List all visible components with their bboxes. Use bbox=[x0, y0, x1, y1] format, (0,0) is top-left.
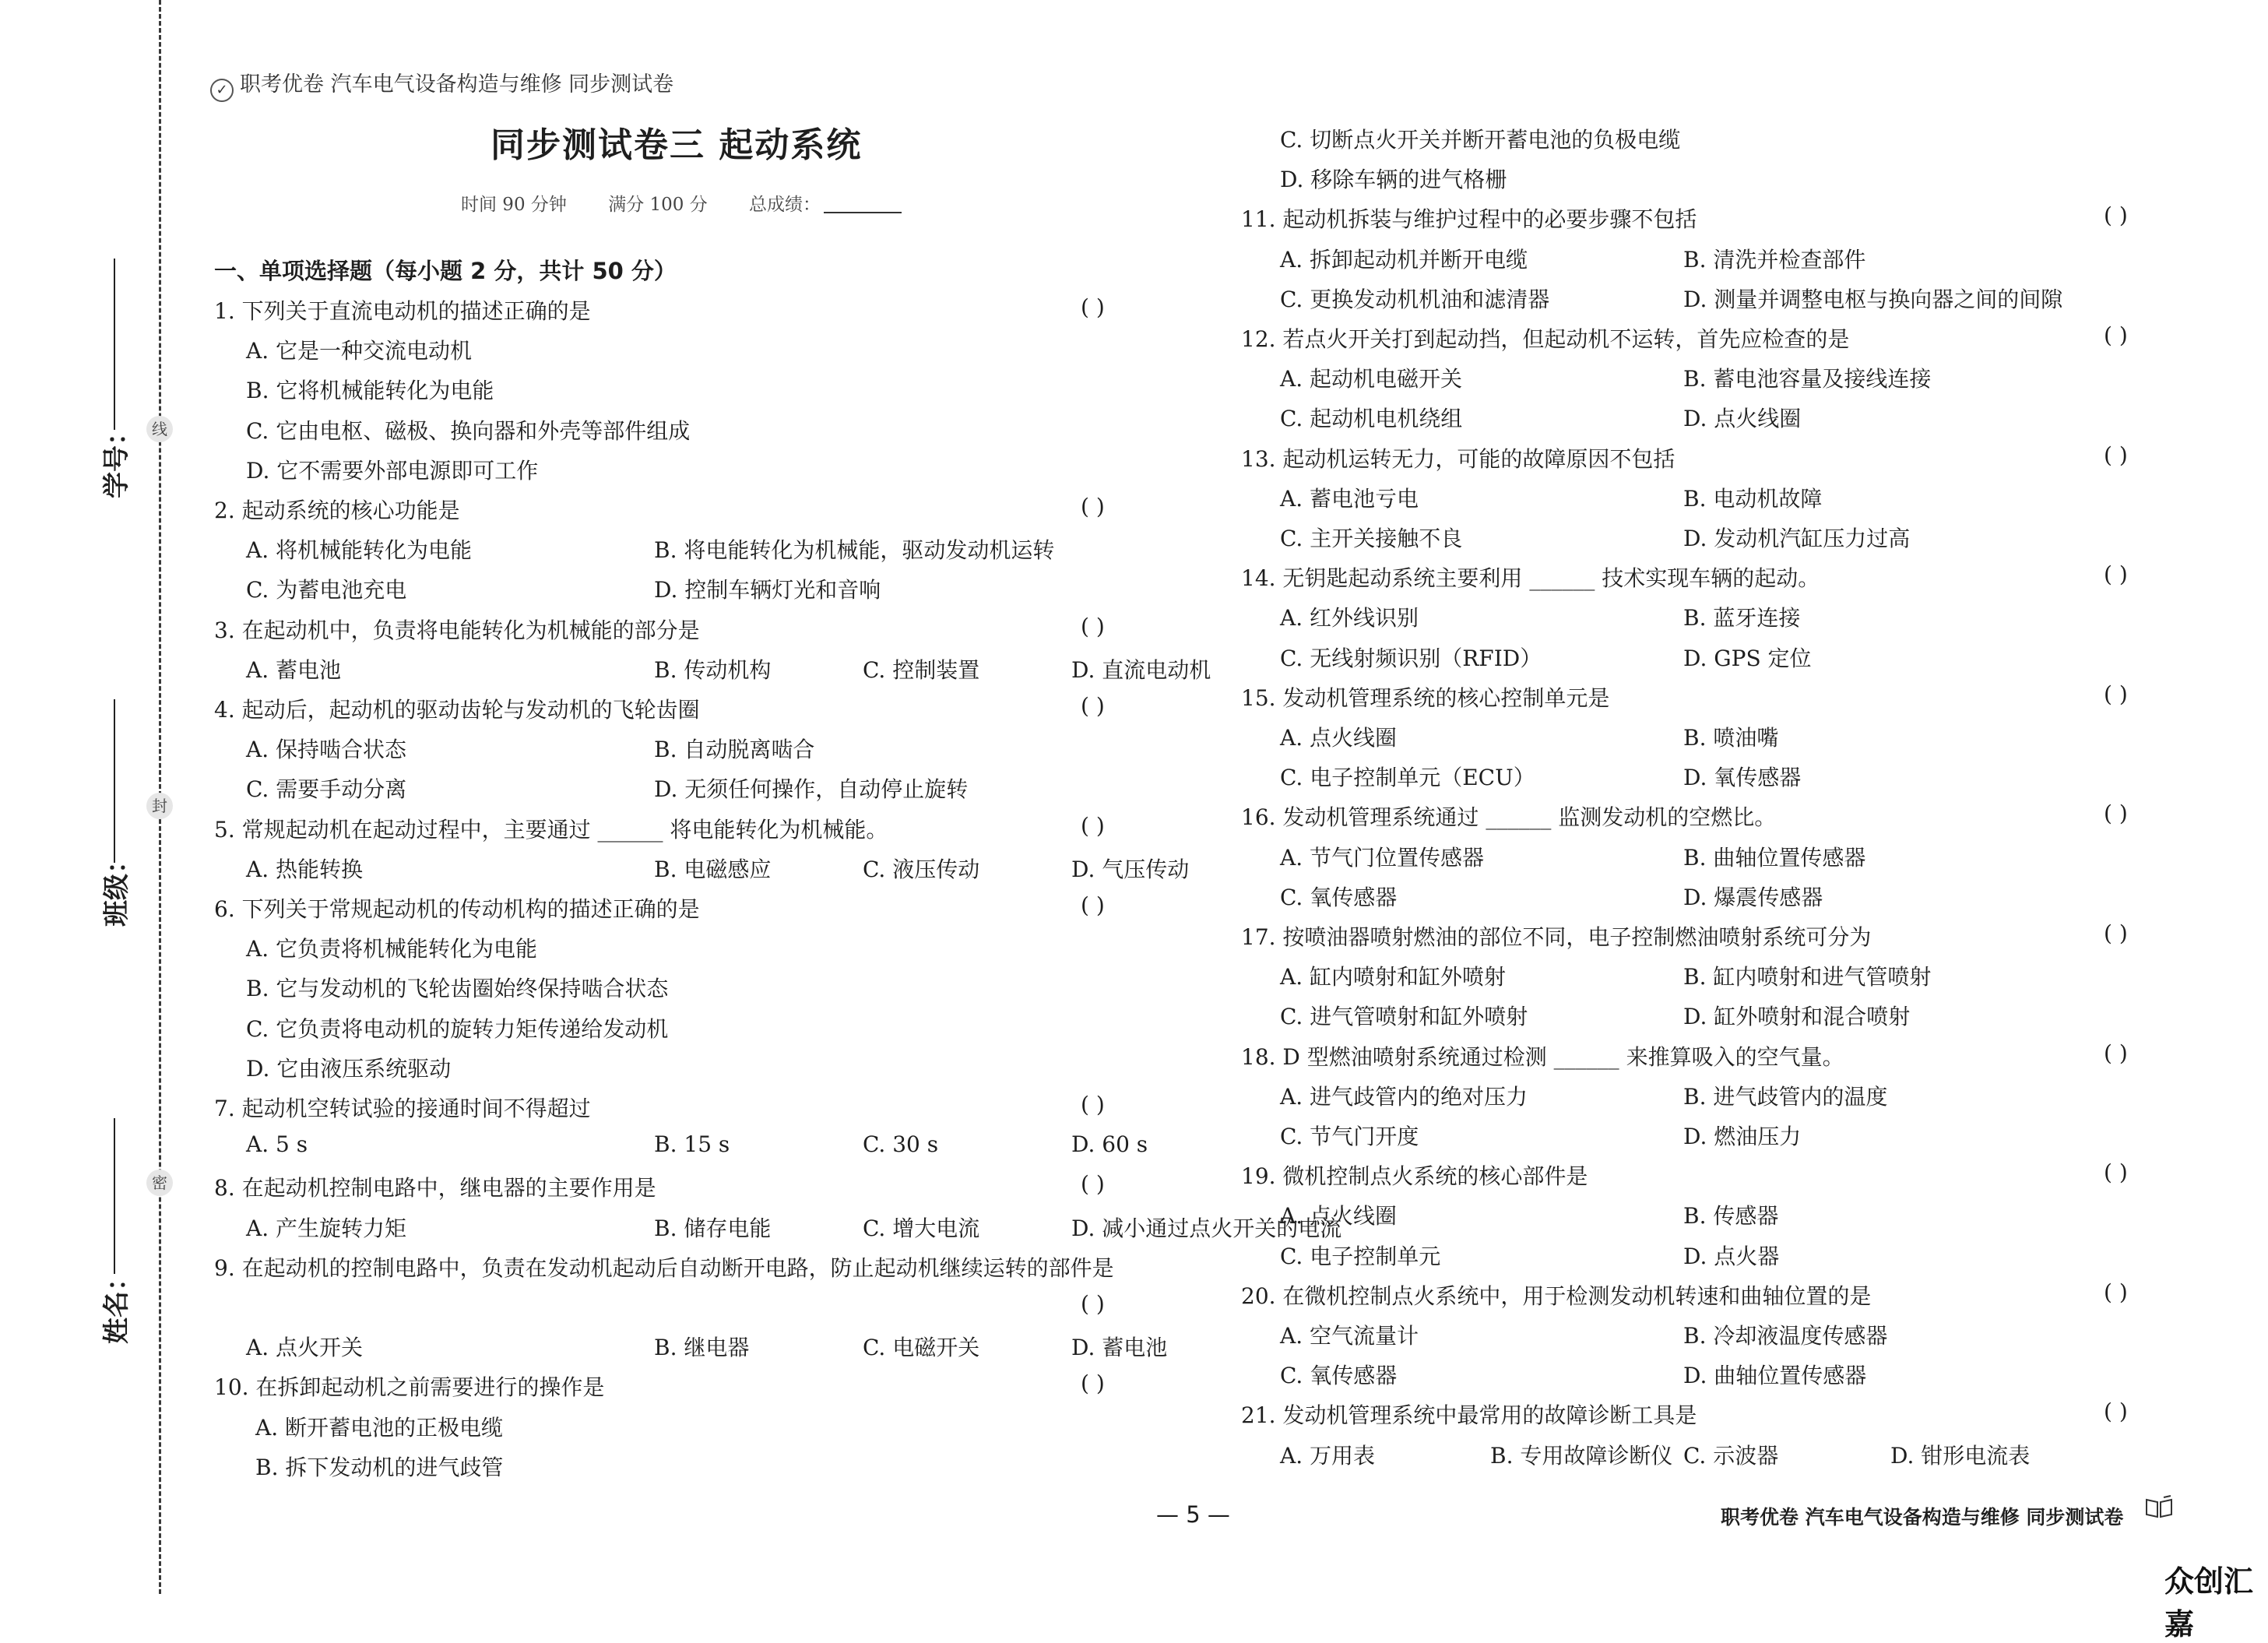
answer-paren: ( ) bbox=[2104, 561, 2128, 588]
option: A. 点火线圈 bbox=[1280, 725, 1398, 751]
option: A. 点火开关 bbox=[246, 1335, 364, 1361]
series-header bbox=[210, 67, 673, 102]
question-stem: 13. 起动机运转无力，可能的故障原因不包括 bbox=[1241, 445, 1676, 472]
class-label: 班级： bbox=[101, 847, 132, 927]
question-stem: 4. 起动后，起动机的驱动齿轮与发动机的飞轮齿圈 bbox=[214, 697, 700, 723]
answer-paren: ( ) bbox=[1081, 494, 1105, 519]
option: C. 液压传动 bbox=[863, 856, 980, 882]
option: C. 增大电流 bbox=[863, 1215, 980, 1241]
student-id-label: 学号： bbox=[101, 419, 132, 498]
option: A. 缸内喷射和缸外喷射 bbox=[1280, 964, 1507, 990]
option: D. 气压传动 bbox=[1071, 856, 1190, 882]
option: A. 断开蓄电池的正极电缆 bbox=[255, 1414, 504, 1441]
option: D. 无须任何操作，自动停止旋转 bbox=[654, 776, 969, 803]
option: B. 缸内喷射和进气管喷射 bbox=[1683, 964, 1932, 990]
page-title: 同步测试卷三 起动系统 bbox=[491, 125, 863, 165]
answer-paren: ( ) bbox=[2104, 681, 2128, 707]
question-stem: 1. 下列关于直流电动机的描述正确的是 bbox=[214, 298, 591, 324]
question-stem: 20. 在微机控制点火系统中，用于检测发动机转速和曲轴位置的是 bbox=[1241, 1282, 1872, 1309]
option: D. 减小通过点火开关的电流 bbox=[1071, 1215, 1342, 1241]
class-line bbox=[114, 699, 115, 863]
option: C. 氧传感器 bbox=[1280, 884, 1398, 910]
option: D. 控制车辆灯光和音响 bbox=[654, 577, 881, 603]
option: A. 它是一种交流电动机 bbox=[246, 338, 473, 364]
watermark: 众创汇嘉 bbox=[2164, 1564, 2254, 1641]
exam-time: 时间 90 分钟 bbox=[461, 195, 567, 215]
answer-paren: ( ) bbox=[2104, 202, 2128, 229]
option: C. 30 s bbox=[863, 1131, 939, 1158]
option: A. 蓄电池 bbox=[246, 656, 342, 683]
option: D. 点火器 bbox=[1683, 1243, 1780, 1269]
option: A. 起动机电磁开关 bbox=[1280, 366, 1463, 392]
option: B. 自动脱离啮合 bbox=[654, 737, 815, 763]
option: A. 万用表 bbox=[1280, 1442, 1376, 1469]
option: A. 点火线圈 bbox=[1280, 1203, 1398, 1230]
question-stem: 2. 起动系统的核心功能是 bbox=[214, 498, 460, 523]
question-stem: 9. 在起动机的控制电路中，负责在发动机起动后自动断开电路，防止起动机继续运转的部件是 bbox=[214, 1254, 1114, 1281]
footer-series: 职考优卷 汽车电气设备构造与维修 同步测试卷 bbox=[1721, 1506, 2124, 1529]
option: C. 电子控制单元 bbox=[1280, 1243, 1441, 1269]
option: D. 燃油压力 bbox=[1683, 1124, 1802, 1149]
option: C. 控制装置 bbox=[863, 656, 980, 683]
option: A. 空气流量计 bbox=[1280, 1323, 1419, 1349]
answer-paren: ( ) bbox=[2104, 322, 2128, 348]
option: C. 氧传感器 bbox=[1280, 1363, 1398, 1389]
option: C. 它负责将电动机的旋转力矩传递给发动机 bbox=[246, 1015, 669, 1042]
exam-total-label: 总成绩： bbox=[749, 195, 821, 215]
question-stem: 15. 发动机管理系统的核心控制单元是 bbox=[1241, 684, 1610, 711]
page-number: — 5 — bbox=[1156, 1501, 1230, 1528]
option: D. GPS 定位 bbox=[1683, 645, 1812, 671]
option: B. 清洗并检查部件 bbox=[1683, 246, 1866, 273]
option: A. 保持啮合状态 bbox=[246, 737, 407, 763]
option: D. 氧传感器 bbox=[1683, 765, 1802, 791]
option: A. 进气歧管内的绝对压力 bbox=[1280, 1083, 1528, 1110]
option: A. 节气门位置传感器 bbox=[1280, 844, 1485, 871]
answer-paren: ( ) bbox=[2104, 442, 2128, 468]
question-stem: 17. 按喷油器喷射燃油的部位不同，电子控制燃油喷射系统可分为 bbox=[1241, 924, 1872, 950]
option: B. 电磁感应 bbox=[654, 856, 772, 882]
answer-paren: ( ) bbox=[2104, 920, 2128, 946]
option: A. 红外线识别 bbox=[1280, 605, 1419, 632]
option: C. 需要手动分离 bbox=[246, 776, 407, 803]
option: C. 主开关接触不良 bbox=[1280, 526, 1463, 551]
option: D. 测量并调整电枢与换向器之间的间隙 bbox=[1683, 286, 2063, 312]
option: D. 爆震传感器 bbox=[1683, 884, 1823, 910]
answer-paren: ( ) bbox=[2104, 1279, 2128, 1305]
option: D. 移除车辆的进气格栅 bbox=[1280, 167, 1507, 193]
option: B. 继电器 bbox=[654, 1335, 750, 1361]
answer-paren: ( ) bbox=[1081, 693, 1105, 719]
option: A. 蓄电池亏电 bbox=[1280, 485, 1419, 512]
option: D. 钳形电流表 bbox=[1890, 1442, 2031, 1469]
option: A. 产生旋转力矩 bbox=[246, 1215, 407, 1241]
answer-paren: ( ) bbox=[1081, 812, 1105, 839]
option: C. 电子控制单元（ECU） bbox=[1280, 765, 1535, 791]
option: C. 为蓄电池充电 bbox=[246, 577, 407, 603]
option: B. 曲轴位置传感器 bbox=[1683, 844, 1866, 871]
answer-paren: ( ) bbox=[1081, 294, 1105, 320]
answer-paren: ( ) bbox=[2104, 1398, 2128, 1425]
option: B. 拆下发动机的进气歧管 bbox=[255, 1454, 504, 1480]
question-stem: 14. 无钥匙起动系统主要利用 ______ 技术实现车辆的起动。 bbox=[1241, 565, 1820, 592]
option: B. 将电能转化为机械能，驱动发动机运转 bbox=[654, 537, 1055, 564]
option: B. 15 s bbox=[654, 1131, 730, 1158]
option: D. 60 s bbox=[1071, 1131, 1148, 1158]
exam-full-score: 满分 100 分 bbox=[608, 195, 708, 215]
name-line bbox=[114, 1118, 115, 1274]
option: D. 蓄电池 bbox=[1071, 1335, 1168, 1361]
option: B. 传动机构 bbox=[654, 656, 772, 683]
question-stem: 18. D 型燃油喷射系统通过检测 ______ 来推算吸入的空气量。 bbox=[1241, 1043, 1844, 1070]
open-book-icon bbox=[2145, 1495, 2173, 1518]
series-header-text: 职考优卷 汽车电气设备构造与维修 同步测试卷 bbox=[240, 72, 674, 97]
answer-paren: ( ) bbox=[1081, 892, 1105, 918]
option: B. 它与发动机的飞轮齿圈始终保持啮合状态 bbox=[246, 976, 669, 1002]
question-stem: 8. 在起动机控制电路中，继电器的主要作用是 bbox=[214, 1175, 656, 1201]
question-stem: 12. 若点火开关打到起动挡，但起动机不运转，首先应检查的是 bbox=[1241, 326, 1850, 352]
option: C. 起动机电机绕组 bbox=[1280, 406, 1463, 432]
option: C. 无线射频识别（RFID） bbox=[1280, 645, 1542, 671]
option: D. 它不需要外部电源即可工作 bbox=[246, 457, 539, 484]
answer-paren: ( ) bbox=[1081, 1092, 1105, 1117]
option: C. 切断点火开关并断开蓄电池的负极电缆 bbox=[1280, 127, 1681, 153]
total-score-blank bbox=[824, 212, 902, 213]
question-stem: 3. 在起动机中，负责将电能转化为机械能的部分是 bbox=[214, 617, 700, 643]
binding-mark-seal: 封 bbox=[146, 793, 173, 819]
question-stem: 10. 在拆卸起动机之前需要进行的操作是 bbox=[214, 1374, 605, 1401]
option: B. 电动机故障 bbox=[1683, 485, 1823, 512]
question-stem: 7. 起动机空转试验的接通时间不得超过 bbox=[214, 1096, 591, 1121]
option: A. 热能转换 bbox=[246, 856, 364, 882]
option: C. 更换发动机机油和滤清器 bbox=[1280, 286, 1550, 312]
question-stem: 16. 发动机管理系统通过 ______ 监测发动机的空燃比。 bbox=[1241, 804, 1777, 831]
answer-paren: ( ) bbox=[2104, 1159, 2128, 1186]
option: A. 5 s bbox=[246, 1131, 308, 1158]
answer-paren: ( ) bbox=[2104, 1040, 2128, 1066]
option: D. 直流电动机 bbox=[1071, 656, 1211, 683]
answer-paren: ( ) bbox=[1081, 613, 1105, 639]
answer-paren: ( ) bbox=[1081, 1291, 1105, 1317]
option: B. 专用故障诊断仪 bbox=[1490, 1442, 1673, 1469]
exam-meta bbox=[461, 190, 937, 216]
option: B. 喷油嘴 bbox=[1683, 725, 1779, 751]
answer-paren: ( ) bbox=[1081, 1370, 1105, 1397]
binding-mark-dense: 密 bbox=[146, 1170, 173, 1196]
question-stem: 11. 起动机拆装与维护过程中的必要步骤不包括 bbox=[1241, 206, 1697, 233]
name-label: 姓名： bbox=[101, 1265, 132, 1344]
option: C. 示波器 bbox=[1683, 1442, 1779, 1469]
option: D. 曲轴位置传感器 bbox=[1683, 1363, 1867, 1389]
option: B. 冷却液温度传感器 bbox=[1683, 1323, 1888, 1349]
option: B. 储存电能 bbox=[654, 1215, 772, 1241]
student-id-line bbox=[114, 259, 115, 430]
option: A. 拆卸起动机并断开电缆 bbox=[1280, 246, 1528, 273]
option: B. 传感器 bbox=[1683, 1203, 1779, 1230]
option: C. 进气管喷射和缸外喷射 bbox=[1280, 1004, 1528, 1030]
option: C. 电磁开关 bbox=[863, 1335, 980, 1361]
option: B. 它将机械能转化为电能 bbox=[246, 378, 494, 404]
question-stem: 6. 下列关于常规起动机的传动机构的描述正确的是 bbox=[214, 896, 700, 922]
answer-paren: ( ) bbox=[1081, 1171, 1105, 1198]
option: A. 它负责将机械能转化为电能 bbox=[246, 936, 538, 962]
question-stem: 21. 发动机管理系统中最常用的故障诊断工具是 bbox=[1241, 1402, 1697, 1429]
option: D. 点火线圈 bbox=[1683, 406, 1802, 432]
option: A. 将机械能转化为电能 bbox=[246, 537, 473, 564]
option: B. 进气歧管内的温度 bbox=[1683, 1083, 1888, 1110]
check-circle-icon: ✓ bbox=[210, 79, 234, 102]
question-stem: 19. 微机控制点火系统的核心部件是 bbox=[1241, 1163, 1588, 1190]
option: C. 节气门开度 bbox=[1280, 1124, 1419, 1149]
option: C. 它由电枢、磁极、换向器和外壳等部件组成 bbox=[246, 417, 691, 444]
option: D. 它由液压系统驱动 bbox=[246, 1055, 452, 1082]
option: B. 蓄电池容量及接线连接 bbox=[1683, 366, 1932, 392]
option: D. 缸外喷射和混合喷射 bbox=[1683, 1004, 1911, 1030]
option: B. 蓝牙连接 bbox=[1683, 605, 1801, 632]
answer-paren: ( ) bbox=[2104, 800, 2128, 827]
binding-mark-line: 线 bbox=[146, 416, 173, 442]
option: D. 发动机汽缸压力过高 bbox=[1683, 526, 1911, 551]
section-title: 一、单项选择题（每小题 2 分，共计 50 分） bbox=[214, 258, 677, 284]
question-stem: 5. 常规起动机在起动过程中，主要通过 ______ 将电能转化为机械能。 bbox=[214, 816, 888, 843]
